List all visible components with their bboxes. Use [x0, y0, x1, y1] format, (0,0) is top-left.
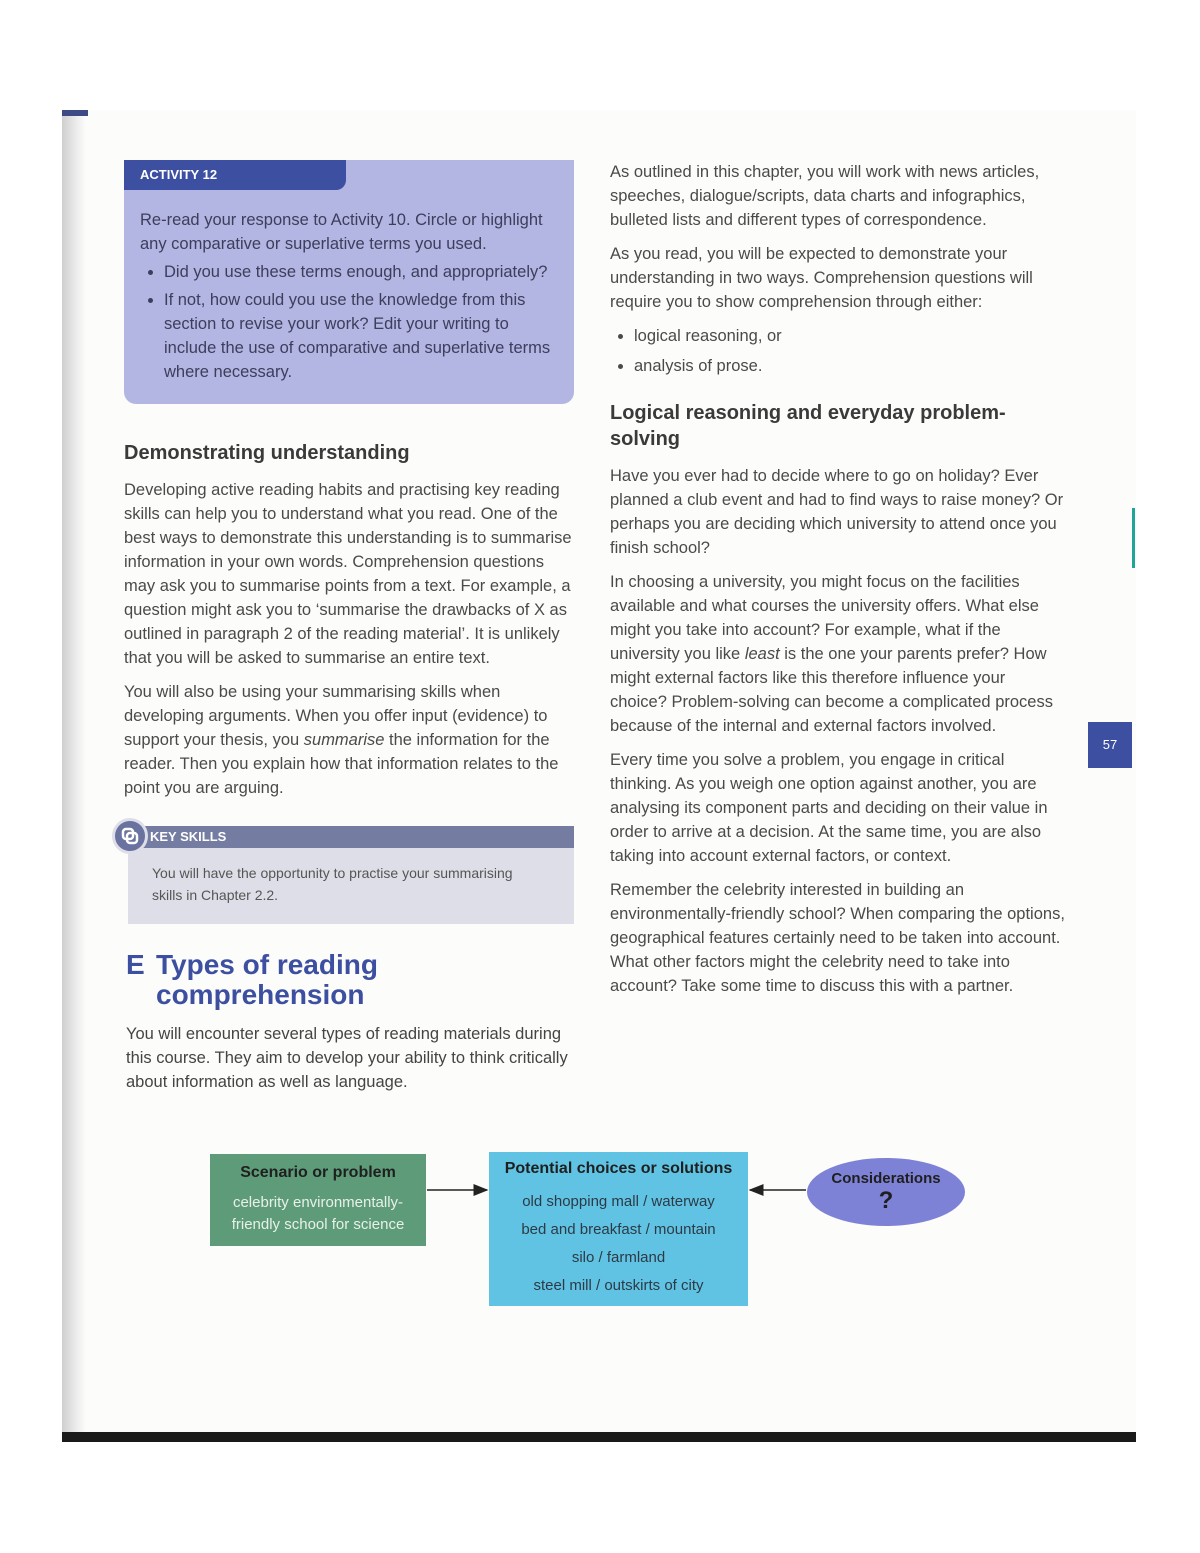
right-para-2: As you read, you will be expected to demonstrate your understanding in two ways. Comprehension questions will require you to show comprehension through either:: [610, 245, 1033, 311]
considerations-question-mark: ?: [878, 1187, 894, 1214]
link-loop-icon: [120, 826, 140, 846]
key-skills-text: You will have the opportunity to practise your summarising skills in Chapter 2.2.: [152, 865, 513, 903]
choices-heading: Potential choices or solutions: [504, 1160, 733, 1177]
right-column: [610, 160, 1065, 1008]
section-e-heading: [126, 950, 574, 1010]
right-bullet: • analysis of prose.: [634, 354, 1065, 378]
right-para-4-end: is the one your parents prefer? How might external factors like this therefore influence your choice? Problem-solving can become a complicated process because of the internal and external factors involved.: [610, 645, 1053, 735]
edge-marker: [1132, 508, 1135, 568]
right-para-6: Remember the celebrity interested in building an environmentally-friendly school? When comparing the options, geographical features certainly need to be taken into account. What other factors might the celebrity need to take into account? Take some time to discuss this with a partner.: [610, 881, 1065, 995]
section-e-body: You will encounter several types of reading materials during this course. They aim to develop your ability to think critically about information as well as language.: [126, 1025, 568, 1091]
choices-box: [489, 1152, 748, 1306]
section-letter: E: [126, 949, 145, 980]
key-skills-box: [128, 826, 574, 924]
left-column: [124, 160, 574, 1104]
activity-bullet: • If not, how could you use the knowledge from this section to revise your work? Edit your writing to include the use of comparative and superlative terms where necessary.: [164, 288, 552, 384]
choice-item: silo / farmland: [571, 1249, 666, 1266]
scenario-text: celebrity environmentally-friendly school for science: [231, 1194, 405, 1233]
considerations-ellipse: [807, 1158, 965, 1226]
right-para-5: Every time you solve a problem, you engage in critical thinking. As you weigh one option against another, you are analysing its component parts and deciding on their value in order to arrive at a decision. At the same time, you are also taking into account external factors, or context.: [610, 751, 1048, 865]
page-bottom-edge: [62, 1432, 1136, 1442]
right-para-3: Have you ever had to decide where to go on holiday? Ever planned a club event and had to find ways to raise money? Or perhaps you are deciding which university to attend once you finish school?: [610, 467, 1064, 557]
key-skills-icon: [112, 818, 148, 854]
scenario-heading: Scenario or problem: [240, 1164, 396, 1181]
activity-bullets: [140, 260, 552, 384]
demonstrating-para-2-start: You will also be using your summarising skills when developing arguments. When you offer input (evidence) to support your thesis, you: [124, 683, 548, 749]
activity-box: [124, 160, 574, 404]
logical-reasoning-heading: Logical reasoning and everyday problem-solving: [610, 402, 1006, 450]
activity-tab: ACTIVITY 12: [124, 160, 346, 190]
page-top-mark: [62, 110, 88, 116]
activity-bullet: • Did you use these terms enough, and appropriately?: [164, 260, 552, 284]
scenario-box: [210, 1154, 426, 1246]
demonstrating-para-2-end: the information for the reader. Then you explain how that information relates to the point you are arguing.: [124, 731, 559, 797]
right-para-4: [610, 570, 1065, 738]
page-number: 57: [1088, 722, 1132, 768]
demonstrating-para-1: Developing active reading habits and practising key reading skills can help you to understand what you read. One of the best ways to demonstrate this understanding is to summarise information in your own words. Comprehension questions may ask you to summarise points from a text. For example, a question might ask you to ‘summarise the drawbacks of X as outlined in paragraph 2 of the reading material’. It is unlikely that you will be asked to summarise an entire text.: [124, 481, 572, 667]
key-skills-label: KEY SKILLS: [128, 826, 574, 848]
demonstrating-para-2: [124, 680, 574, 800]
right-para-4-start: In choosing a university, you might focus on the facilities available and what courses the university offers. What else might you take into account? For example, what if the university you like: [610, 573, 1039, 663]
considerations-heading: Considerations: [831, 1170, 941, 1187]
demonstrating-heading: Demonstrating understanding: [124, 442, 410, 464]
right-para-1: As outlined in this chapter, you will work with news articles, speeches, dialogue/scripts, data charts and infographics, bulleted lists and different types of correspondence.: [610, 163, 1040, 229]
demonstrating-para-2-emphasis: summarise: [303, 731, 385, 749]
right-para-4-emphasis: least: [744, 645, 780, 663]
choice-item: old shopping mall / waterway: [522, 1193, 715, 1210]
choice-item: steel mill / outskirts of city: [533, 1277, 704, 1294]
activity-intro: Re-read your response to Activity 10. Circle or highlight any comparative or superlative terms you used.: [140, 211, 543, 253]
right-bullets: [610, 324, 1065, 378]
right-bullet: • logical reasoning, or: [634, 324, 1065, 348]
choice-item: bed and breakfast / mountain: [521, 1221, 716, 1238]
section-title: Types of reading comprehension: [156, 949, 378, 1010]
